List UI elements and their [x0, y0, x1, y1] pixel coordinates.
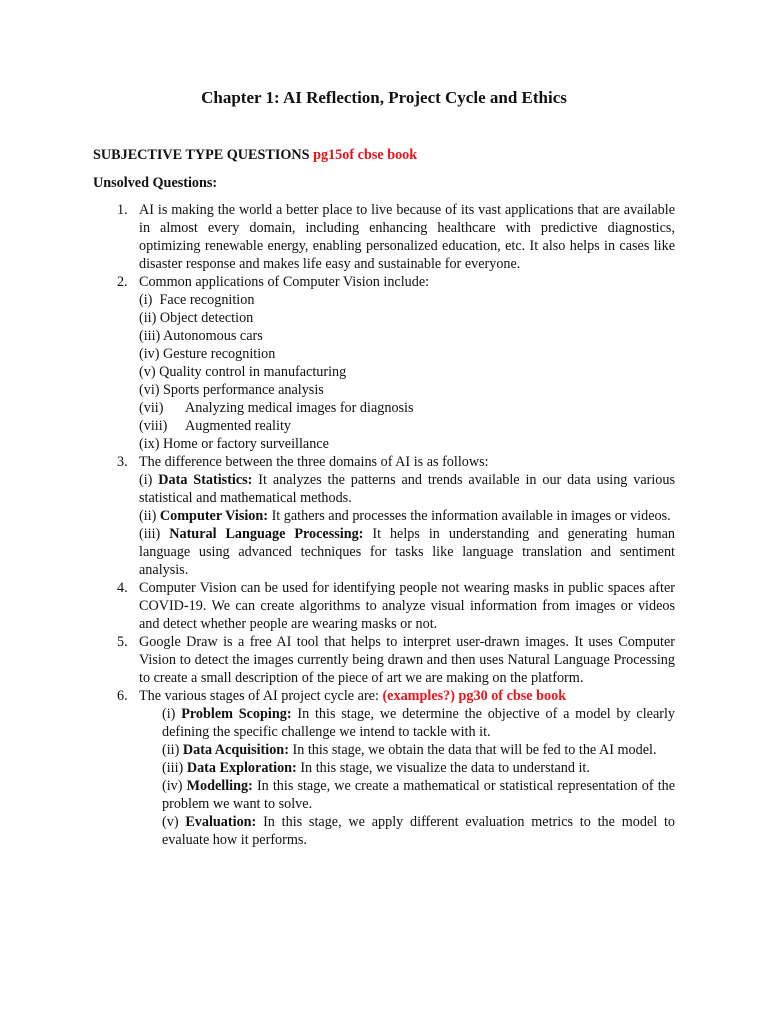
question-1: [0, 201, 768, 273]
answer-intro: Common applications of Computer Vision include:: [139, 274, 430, 290]
subheading: Unsolved Questions:: [93, 175, 218, 191]
answer-text: Google Draw is a free AI tool that helps to interpret user-drawn images. It uses Computer Vision to detect the images currently being drawn and then uses Natural Language Processing to create a small description of the piece of art we are making on the platform.: [139, 634, 675, 686]
list-item: (i) Problem Scoping: In this stage, we determine the objective of a model by clearly defining the specific challenge we intend to tackle with it.: [162, 706, 676, 740]
list-item: (iii) Data Exploration: In this stage, we visualize the data to understand it.: [162, 760, 590, 776]
chapter-title: Chapter 1: AI Reflection, Project Cycle and Ethics: [201, 88, 567, 107]
list-item: (vi) Sports performance analysis: [139, 382, 324, 398]
question-number: 6.: [117, 688, 128, 704]
section-heading-text: SUBJECTIVE TYPE QUESTIONS: [93, 147, 310, 163]
answer-intro: The various stages of AI project cycle are: (examples?) pg30 of cbse book: [139, 688, 567, 704]
answer-note: (examples?) pg30 of cbse book: [382, 688, 567, 704]
question-2: [0, 273, 768, 453]
list-item: (iv) Modelling: In this stage, we create a mathematical or statistical representation of the problem we want to solve.: [162, 778, 676, 812]
question-number: 2.: [117, 274, 128, 290]
section-heading-note: pg15of cbse book: [313, 147, 418, 163]
question-4: [0, 579, 768, 633]
question-list: [0, 201, 768, 849]
question-number: 3.: [117, 454, 128, 470]
list-item: (viii) Augmented reality: [139, 418, 291, 434]
list-item: (ix) Home or factory surveillance: [139, 436, 329, 452]
list-item: (i) Data Statistics: It analyzes the patterns and trends available in our data using various statistical and mathematical methods.: [139, 472, 676, 506]
list-item: (v) Quality control in manufacturing: [139, 364, 347, 380]
list-item: (ii) Computer Vision: It gathers and processes the information available in images or videos.: [139, 508, 671, 524]
question-5: [0, 633, 768, 687]
list-item: (iii) Autonomous cars: [139, 328, 263, 344]
list-item: (ii) Data Acquisition: In this stage, we obtain the data that will be fed to the AI model.: [162, 742, 657, 758]
question-number: 5.: [117, 634, 128, 650]
list-item: (vii) Analyzing medical images for diagnosis: [139, 400, 414, 416]
answer-text: Computer Vision can be used for identifying people not wearing masks in public spaces after COVID-19. We can create algorithms to analyze visual information from images or videos and detect whether people are wearing masks or not.: [139, 580, 675, 632]
list-item: (i) Face recognition: [139, 292, 255, 308]
question-number: 1.: [117, 202, 128, 218]
question-3: [0, 453, 768, 579]
list-item: (v) Evaluation: In this stage, we apply different evaluation metrics to the model to evaluate how it performs.: [162, 814, 675, 848]
section-heading: [93, 146, 417, 164]
list-item: (iv) Gesture recognition: [139, 346, 276, 362]
answer-intro: The difference between the three domains of AI is as follows:: [139, 454, 489, 470]
list-item: (ii) Object detection: [139, 310, 254, 326]
question-6: [0, 687, 768, 849]
question-number: 4.: [117, 580, 128, 596]
answer-text: AI is making the world a better place to live because of its vast applications that are available in almost every domain, including enhancing healthcare with predictive diagnostics, optimizing renewable energy, enabling personalized education, etc. It also helps in cases like disaster response and makes life easy and sustainable for everyone.: [139, 202, 675, 272]
list-item: (iii) Natural Language Processing: It helps in understanding and generating human language using advanced techniques for tasks like language translation and sentiment analysis.: [139, 526, 676, 578]
